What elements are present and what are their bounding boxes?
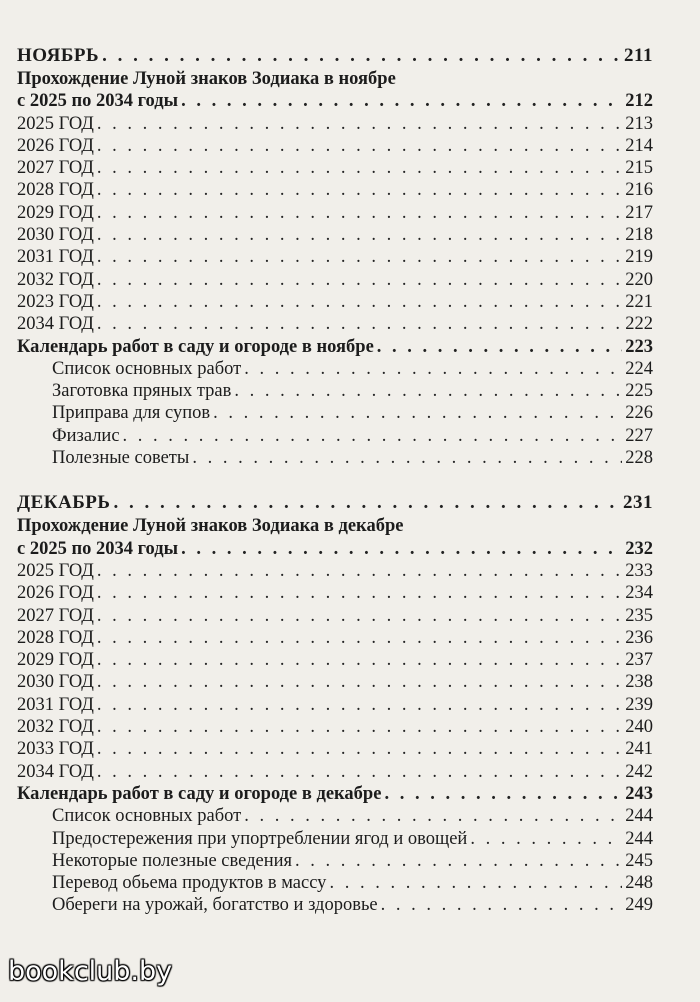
toc-title: 2033 ГОД	[17, 739, 94, 760]
toc-title: Перевод обьема продуктов в массу	[52, 873, 327, 894]
dot-leader	[181, 90, 622, 112]
toc-title: 2026 ГОД	[17, 135, 94, 156]
toc-title: 2025 ГОД	[17, 113, 94, 134]
dot-leader	[181, 538, 622, 560]
toc-year-entry[interactable]	[17, 649, 653, 671]
dot-leader	[97, 113, 622, 135]
watermark-text: bookclub.by	[8, 956, 173, 987]
dot-leader	[97, 246, 622, 268]
toc-subentry[interactable]	[17, 358, 653, 380]
toc-page-number: 233	[625, 560, 653, 581]
dot-leader	[97, 224, 622, 246]
dot-leader	[97, 738, 622, 760]
dot-leader	[97, 560, 622, 582]
toc-title: с 2025 по 2034 годы	[17, 538, 179, 559]
dot-leader	[97, 313, 622, 335]
toc-page-number: 234	[625, 583, 653, 604]
toc-page-number: 221	[625, 291, 653, 312]
toc-page-number: 218	[625, 225, 653, 246]
dot-leader	[97, 582, 622, 604]
toc-month-november[interactable]	[17, 44, 653, 68]
toc-page-number: 244	[625, 828, 653, 849]
toc-title: 2031 ГОД	[17, 247, 94, 268]
toc-title: с 2025 по 2034 годы	[17, 91, 179, 112]
table-of-contents	[17, 44, 653, 917]
toc-title: Список основных работ	[52, 806, 242, 827]
toc-moon-years[interactable]	[17, 90, 653, 112]
toc-title: Некоторые полезные сведения	[52, 850, 293, 871]
toc-year-entry[interactable]	[17, 761, 653, 783]
toc-moon-heading: Прохождение Луной знаков Зодиака в декабре	[17, 516, 404, 537]
toc-year-entry[interactable]	[17, 738, 653, 760]
dot-leader	[234, 380, 622, 402]
toc-title: 2032 ГОД	[17, 269, 94, 290]
toc-year-entry[interactable]	[17, 560, 653, 582]
toc-moon-years[interactable]	[17, 538, 653, 560]
toc-month-december[interactable]	[17, 491, 653, 515]
dot-leader	[97, 605, 622, 627]
toc-title: Обереги на урожай, богатство и здоровье	[52, 895, 378, 916]
toc-title: 2034 ГОД	[17, 314, 94, 335]
toc-year-entry[interactable]	[17, 179, 653, 201]
toc-title: Заготовка пряных трав	[52, 381, 232, 402]
dot-leader	[470, 828, 622, 850]
toc-page-number: 242	[625, 761, 653, 782]
dot-leader	[97, 202, 622, 224]
toc-year-entry[interactable]	[17, 157, 653, 179]
dot-leader	[97, 671, 622, 693]
toc-page-number: 213	[625, 113, 653, 134]
toc-title: 2027 ГОД	[17, 158, 94, 179]
toc-subentry[interactable]	[17, 402, 653, 424]
dot-leader	[244, 358, 622, 380]
toc-title: 2023 ГОД	[17, 291, 94, 312]
toc-title: 2028 ГОД	[17, 180, 94, 201]
section-gap	[17, 469, 653, 491]
toc-subentry[interactable]	[17, 447, 653, 469]
toc-page-number: 217	[625, 202, 653, 223]
toc-subentry[interactable]	[17, 425, 653, 447]
toc-subentry[interactable]	[17, 894, 653, 916]
toc-title: 2030 ГОД	[17, 225, 94, 246]
toc-calendar-heading[interactable]	[17, 336, 653, 358]
dot-leader	[102, 44, 621, 68]
dot-leader	[97, 157, 622, 179]
dot-leader	[381, 894, 623, 916]
toc-page-number: 222	[625, 314, 653, 335]
toc-title: 2030 ГОД	[17, 672, 94, 693]
toc-title: 2031 ГОД	[17, 694, 94, 715]
toc-subentry[interactable]	[17, 380, 653, 402]
toc-page-number: 215	[625, 158, 653, 179]
toc-title: Физалис	[52, 425, 120, 446]
toc-page-number: 245	[625, 850, 653, 871]
toc-page-number: 238	[625, 672, 653, 693]
dot-leader	[97, 716, 622, 738]
toc-page-number: 244	[625, 806, 653, 827]
toc-year-entry[interactable]	[17, 627, 653, 649]
toc-title: Приправа для супов	[52, 403, 211, 424]
toc-title: 2028 ГОД	[17, 627, 94, 648]
toc-page-number: 214	[625, 135, 653, 156]
dot-leader	[329, 872, 622, 894]
toc-calendar-heading[interactable]	[17, 783, 653, 805]
dot-leader	[97, 649, 622, 671]
toc-year-entry[interactable]	[17, 135, 653, 157]
dot-leader	[97, 135, 622, 157]
toc-title: Список основных работ	[52, 358, 242, 379]
toc-moon-heading: Прохождение Луной знаков Зодиака в ноябре	[17, 69, 396, 89]
toc-page-number: 224	[625, 358, 653, 379]
toc-year-entry[interactable]	[17, 202, 653, 224]
toc-page-number: 248	[625, 873, 653, 894]
toc-year-entry[interactable]	[17, 582, 653, 604]
dot-leader	[97, 627, 622, 649]
toc-page-number: 249	[625, 895, 653, 916]
toc-page-number: 243	[625, 783, 653, 804]
toc-page-number: 216	[625, 180, 653, 201]
toc-title: 2025 ГОД	[17, 560, 94, 581]
toc-year-entry[interactable]	[17, 605, 653, 627]
toc-title: НОЯБРЬ	[17, 45, 100, 66]
toc-page-number: 227	[625, 425, 653, 446]
toc-title: Предостережения при упортреблении ягод и овощей	[52, 828, 468, 849]
toc-title: 2029 ГОД	[17, 650, 94, 671]
toc-year-entry[interactable]	[17, 313, 653, 335]
dot-leader	[295, 850, 622, 872]
toc-title: 2032 ГОД	[17, 717, 94, 738]
toc-page-number: 236	[625, 627, 653, 648]
toc-page-number: 231	[623, 492, 653, 514]
toc-year-entry[interactable]	[17, 291, 653, 313]
toc-year-entry[interactable]	[17, 269, 653, 291]
dot-leader	[192, 447, 622, 469]
toc-year-entry[interactable]	[17, 716, 653, 738]
dot-leader	[97, 179, 622, 201]
toc-page-number: 226	[625, 403, 653, 424]
dot-leader	[97, 291, 622, 313]
toc-title: 2026 ГОД	[17, 583, 94, 604]
toc-subentry[interactable]	[17, 850, 653, 872]
toc-page-number: 225	[625, 381, 653, 402]
dot-leader	[97, 694, 622, 716]
toc-page-number: 211	[624, 45, 653, 66]
dot-leader	[97, 269, 622, 291]
toc-title: 2029 ГОД	[17, 202, 94, 223]
toc-title: ДЕКАБРЬ	[17, 492, 111, 514]
toc-subentry[interactable]	[17, 872, 653, 894]
dot-leader	[97, 761, 622, 783]
toc-year-entry[interactable]	[17, 694, 653, 716]
dot-leader	[113, 491, 620, 515]
toc-page-number: 228	[625, 448, 653, 469]
dot-leader	[384, 783, 622, 805]
toc-subentry[interactable]	[17, 805, 653, 827]
toc-title: Календарь работ в саду и огороде в декабре	[17, 783, 382, 804]
toc-year-entry[interactable]	[17, 113, 653, 135]
dot-leader	[377, 336, 622, 358]
toc-year-entry[interactable]	[17, 671, 653, 693]
toc-page-number: 232	[625, 538, 653, 559]
toc-title: 2027 ГОД	[17, 605, 94, 626]
toc-page-number: 223	[625, 336, 653, 357]
dot-leader	[213, 402, 622, 424]
toc-year-entry[interactable]	[17, 246, 653, 268]
toc-page-number: 235	[625, 605, 653, 626]
toc-title: 2034 ГОД	[17, 761, 94, 782]
toc-page-number: 212	[625, 91, 653, 112]
toc-year-entry[interactable]	[17, 224, 653, 246]
dot-leader	[123, 425, 623, 447]
toc-subentry[interactable]	[17, 828, 653, 850]
toc-page-number: 241	[625, 739, 653, 760]
toc-page-number: 240	[625, 717, 653, 738]
toc-page-number: 237	[625, 650, 653, 671]
toc-page-number: 219	[625, 247, 653, 268]
toc-page-number: 239	[625, 694, 653, 715]
toc-title: Полезные советы	[52, 448, 190, 469]
dot-leader	[244, 805, 622, 827]
toc-title: Календарь работ в саду и огороде в ноябре	[17, 336, 374, 357]
toc-page-number: 220	[625, 269, 653, 290]
